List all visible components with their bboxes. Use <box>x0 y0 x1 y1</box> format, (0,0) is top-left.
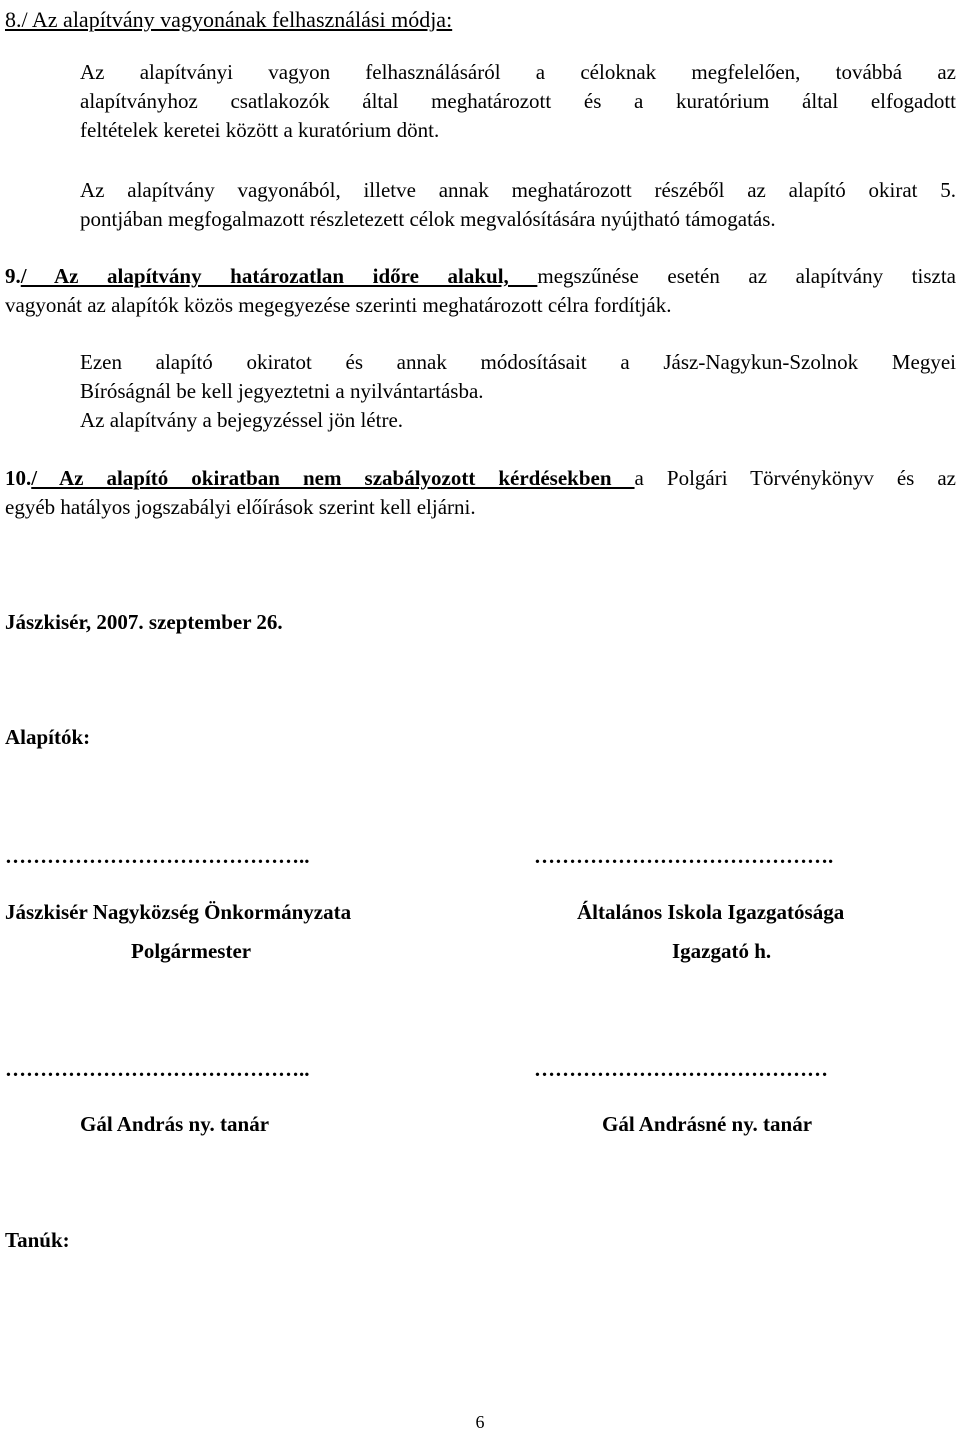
section-9-first-line <box>5 262 956 291</box>
section-9-line1-rest: megszűnése esetén az alapítvány tiszta <box>537 264 956 288</box>
founder-role-right: Igazgató h. <box>672 939 772 963</box>
founder-org-right: Általános Iskola Igazgatósága <box>577 900 845 924</box>
founder-name-right: Gál Andrásné ny. tanár <box>602 1112 813 1136</box>
section-9-heading: / Az alapítvány határozatlan időre alakul, <box>20 264 538 288</box>
signature-line-left-2: …………………………………….. <box>5 1057 310 1081</box>
founders-label: Alapítók: <box>5 725 91 749</box>
section-10-heading: / Az alapító okiratban nem szabályozott kérdésekben <box>31 466 635 490</box>
page-number: 6 <box>475 1412 485 1432</box>
paragraph-line: Bíróságnál be kell jegyeztetni a nyilvántartásba. <box>80 379 484 403</box>
paragraph-line: pontjában megfogalmazott részletezett célok megvalósítására nyújtható támogatás. <box>80 207 776 231</box>
section-8-heading: 8./ Az alapítvány vagyonának felhasználási módja: <box>5 7 453 32</box>
section-10-number: 10. <box>5 466 32 490</box>
paragraph-line: Ezen alapító okiratot és annak módosításait a Jász-Nagykun-Szolnok Megyei <box>80 350 956 374</box>
founder-name-left: Gál András ny. tanár <box>80 1112 270 1136</box>
signature-line-left-1: …………………………………….. <box>5 844 310 868</box>
founder-org-left: Jászkisér Nagyközség Önkormányzata <box>5 900 352 924</box>
witnesses-label: Tanúk: <box>5 1228 70 1252</box>
signature-line-right-1: ……………………………………. <box>534 844 834 868</box>
founder-role-left: Polgármester <box>131 939 252 963</box>
section-9-registration-paragraph <box>80 348 956 435</box>
section-10-line-2: egyéb hatályos jogszabályi előírások szerint kell eljárni. <box>5 495 476 519</box>
section-8-paragraph-2 <box>80 176 956 234</box>
section-9 <box>5 262 956 320</box>
section-10 <box>5 464 956 522</box>
section-8-paragraph-1 <box>80 58 956 145</box>
paragraph-line: Az alapítvány vagyonából, illetve annak meghatározott részéből az alapító okirat 5. <box>80 178 956 202</box>
paragraph-line: Az alapítvány a bejegyzéssel jön létre. <box>80 408 404 432</box>
paragraph-line: alapítványhoz csatlakozók által meghatározott és a kuratórium által elfogadott <box>80 89 956 113</box>
paragraph-line: Az alapítványi vagyon felhasználásáról a céloknak megfelelően, továbbá az <box>80 60 956 84</box>
paragraph-line: feltételek keretei között a kuratórium dönt. <box>80 118 440 142</box>
section-10-line1-rest: a Polgári Törvénykönyv és az <box>634 466 956 490</box>
section-10-first-line <box>5 464 956 493</box>
place-and-date: Jászkisér, 2007. szeptember 26. <box>5 610 283 634</box>
section-9-line-2: vagyonát az alapítók közös megegyezése szerinti meghatározott célra fordítják. <box>5 293 672 317</box>
section-9-number: 9. <box>5 264 21 288</box>
signature-line-right-2: …………………………………… <box>534 1057 828 1081</box>
